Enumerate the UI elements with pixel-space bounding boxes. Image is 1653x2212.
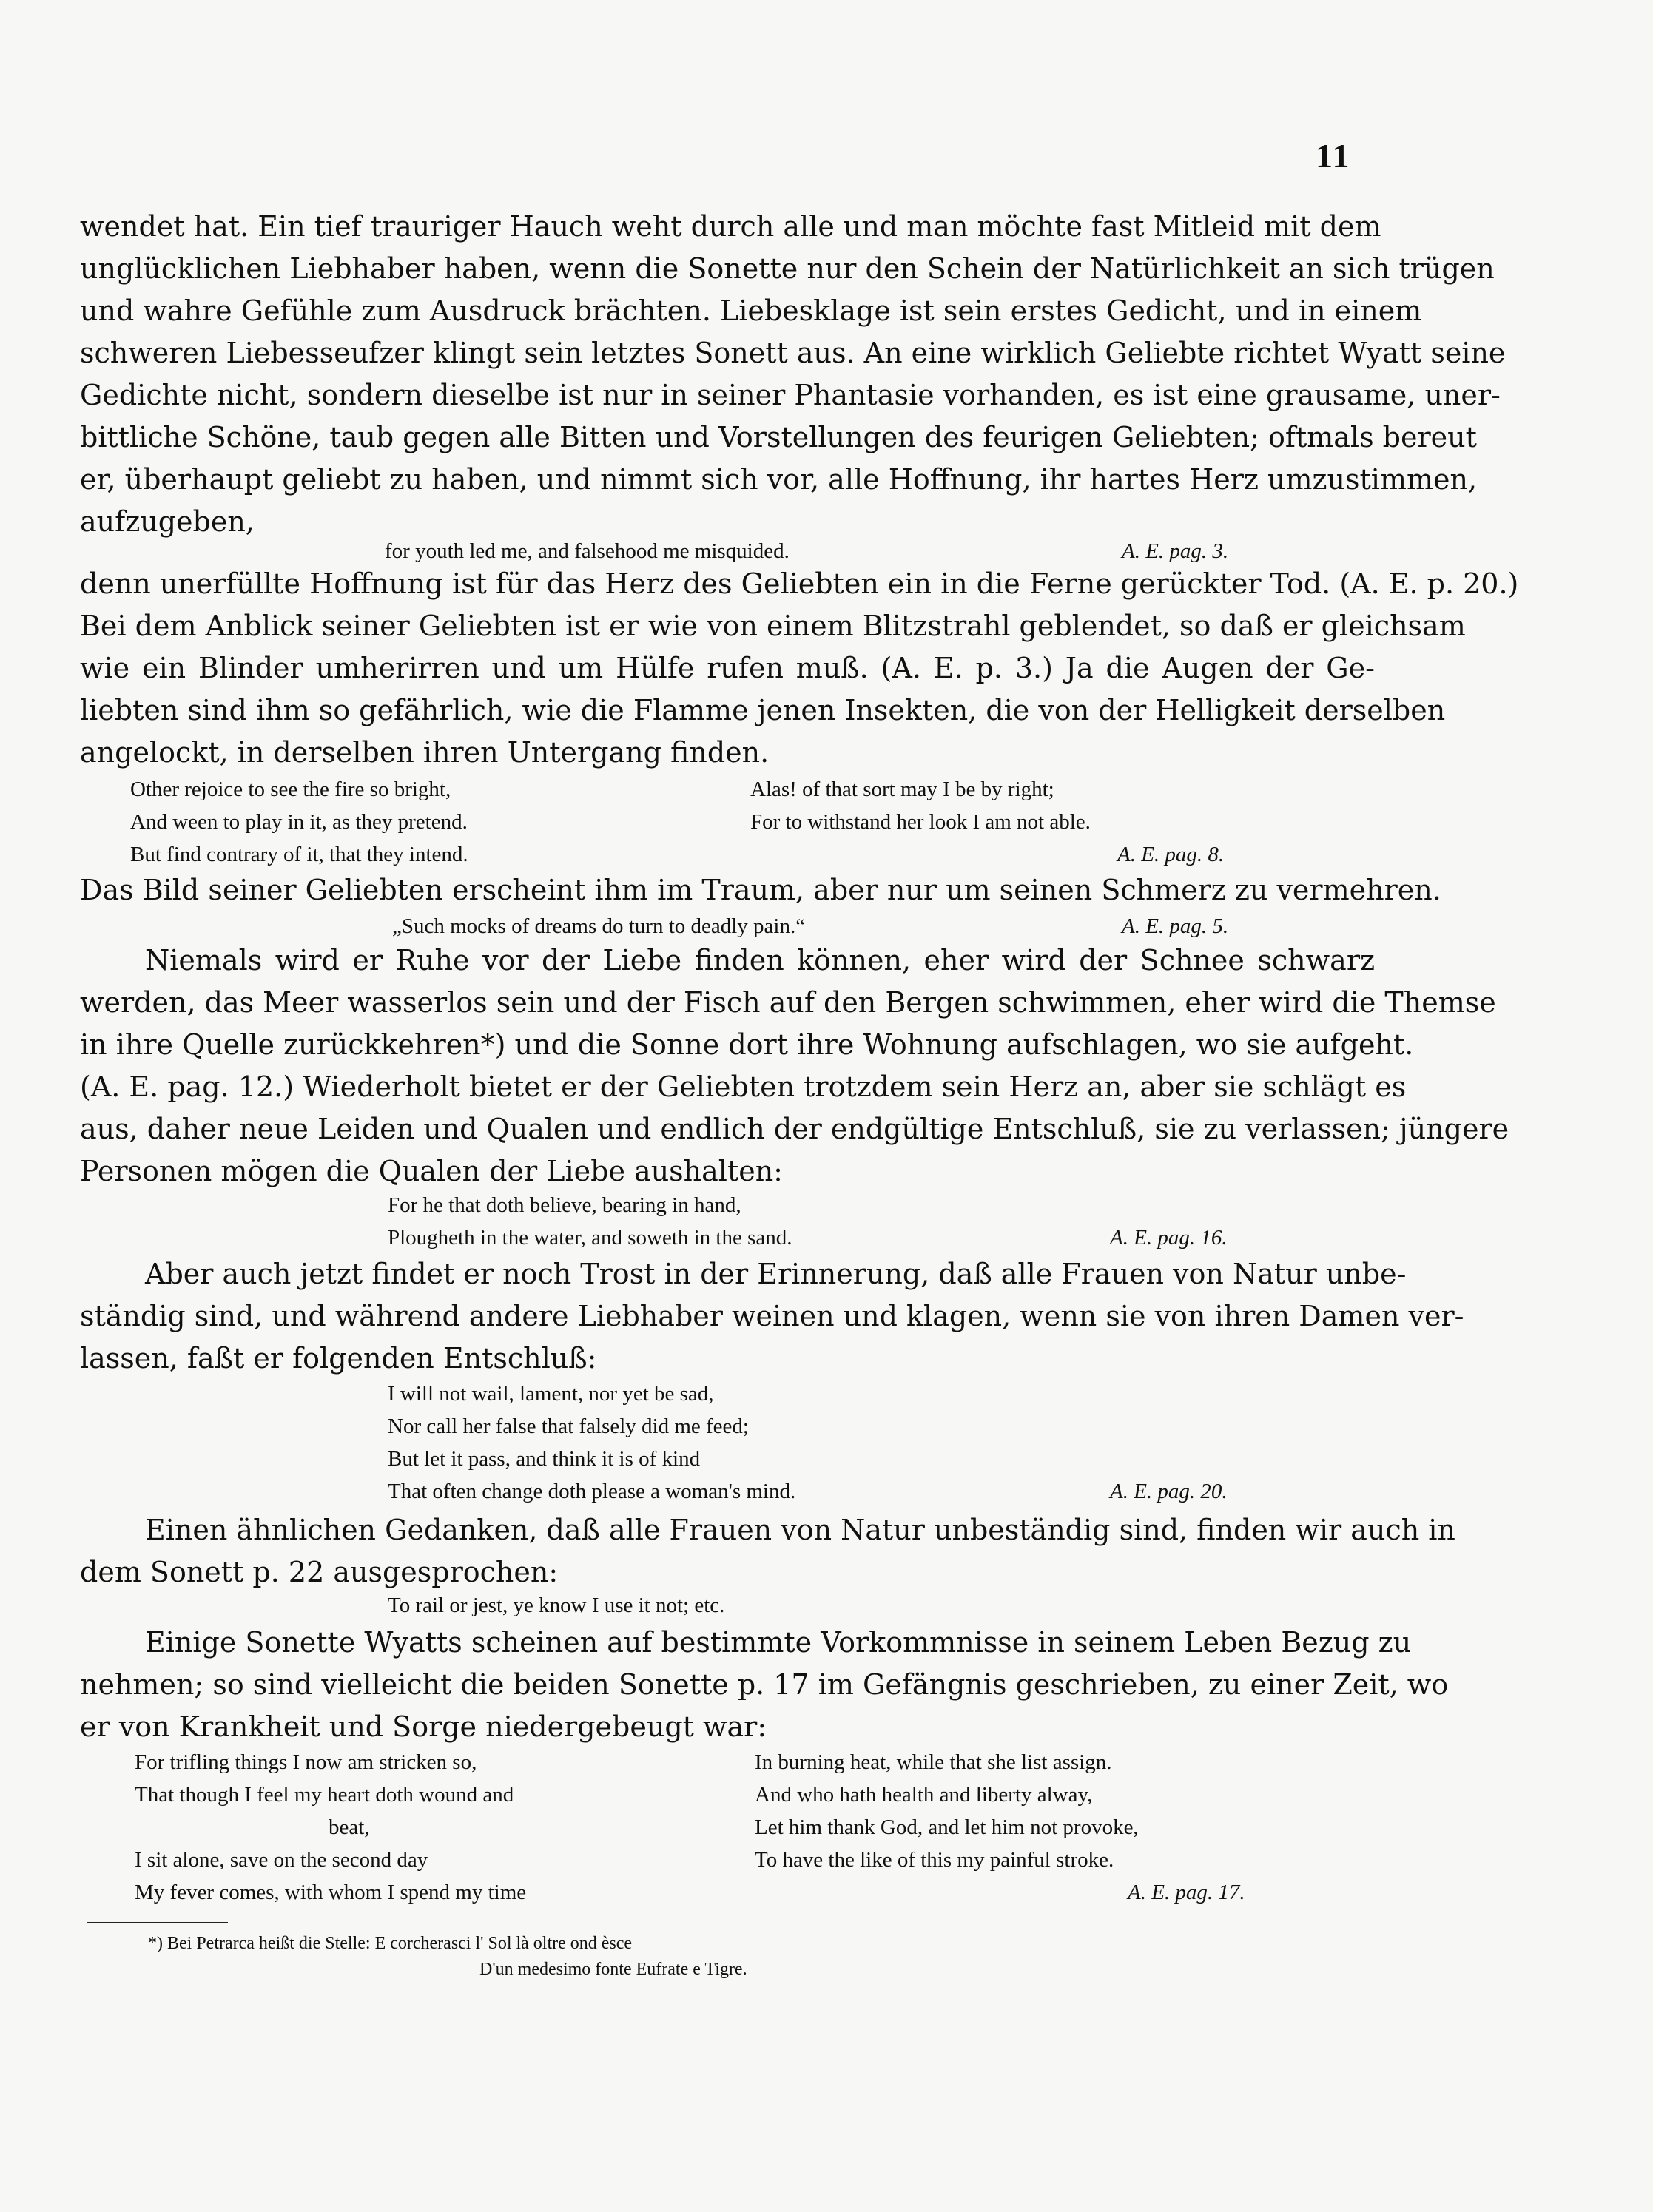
paragraph-3 (80, 869, 1441, 911)
verse-line: Plougheth in the water, and soweth in the sand. (388, 1226, 792, 1250)
text-line: Aber auch jetzt findet er noch Trost in der Erinnerung, daß alle Frauen von Natur unbe- (145, 1258, 1407, 1290)
verse-line: I sit alone, save on the second day (135, 1848, 428, 1872)
quote-7-right (755, 1746, 1139, 1876)
text-line: Niemals wird er Ruhe vor der Liebe finden können, eher wird der Schnee schwarz (145, 944, 1375, 977)
footnote-line: *) Bei Petrarca heißt die Stelle: E corcherasci l' Sol là oltre ond èsce (148, 1934, 633, 1953)
verse-line: And ween to play in it, as they pretend. (130, 810, 468, 834)
page-number: 11 (1316, 137, 1351, 175)
verse-line: My fever comes, with whom I spend my time (135, 1881, 527, 1904)
text-line: nehmen; so sind vielleicht die beiden Sonette p. 17 im Gefängnis geschrieben, zu einer Zeit, wo (80, 1668, 1449, 1701)
text-line: schweren Liebesseufzer klingt sein letztes Sonett aus. An eine wirklich Geliebte richtet Wyatt seine (80, 337, 1506, 369)
text-line: liebten sind ihm so gefährlich, wie die Flamme jenen Insekten, die von der Helligkeit derselben (80, 694, 1446, 726)
text-line: Einen ähnlichen Gedanken, daß alle Frauen von Natur unbeständig sind, finden wir auch in (145, 1514, 1455, 1546)
text-line: werden, das Meer wasserlos sein und der Fisch auf den Bergen schwimmen, eher wird die Themse (80, 986, 1496, 1019)
text-line: (A. E. pag. 12.) Wiederholt bietet er der Geliebten trotzdem sein Herz an, aber sie schlägt es (80, 1070, 1407, 1103)
verse-line: For trifling things I now am stricken so, (135, 1750, 477, 1774)
footnote (148, 1931, 747, 1983)
verse-line: I will not wail, lament, nor yet be sad, (388, 1382, 714, 1406)
verse-line: beat, (329, 1815, 370, 1839)
verse-line: Other rejoice to see the fire so bright, (130, 778, 451, 801)
verse-line: But find contrary of it, that they intend. (130, 843, 468, 866)
text-line: ständig sind, und während andere Liebhaber weinen und klagen, wenn sie von ihren Damen ver- (80, 1300, 1464, 1332)
quote-3 (392, 910, 805, 943)
quote-5 (388, 1378, 795, 1508)
quote-2-source: A. E. pag. 8. (1117, 843, 1225, 866)
verse-line: Let him thank God, and let him not provoke, (755, 1815, 1139, 1839)
verse-line: For to withstand her look I am not able. (750, 810, 1091, 834)
text-line: lassen, faßt er folgenden Entschluß: (80, 1342, 597, 1375)
text-line: er von Krankheit und Sorge niedergebeugt war: (80, 1710, 767, 1743)
quote-1-source: A. E. pag. 3. (1122, 539, 1229, 563)
quote-7-left (135, 1746, 526, 1909)
text-line: wie ein Blinder umherirren und um Hülfe rufen muß. (A. E. p. 3.) Ja die Augen der Ge- (80, 652, 1375, 684)
verse-line: That often change doth please a woman's mind. (388, 1480, 796, 1503)
quote-4 (388, 1189, 792, 1254)
text-line: bittliche Schöne, taub gegen alle Bitten und Vorstellungen des feurigen Geliebten; oftmals bereut (80, 421, 1477, 453)
text-line: Das Bild seiner Geliebten erscheint ihm im Traum, aber nur um seinen Schmerz zu vermehren. (80, 874, 1441, 906)
paragraph-7 (80, 1622, 1449, 1748)
verse-line: for youth led me, and falsehood me misquided. (385, 539, 790, 563)
paragraph-6 (80, 1509, 1455, 1594)
quote-3-source: A. E. pag. 5. (1122, 914, 1229, 938)
text-line: aufzugeben, (80, 505, 255, 538)
footnote-rule (87, 1922, 228, 1923)
text-line: er, überhaupt geliebt zu haben, und nimmt sich vor, alle Hoffnung, ihr hartes Herz umzustimmen, (80, 463, 1478, 496)
verse-line: „Such mocks of dreams do turn to deadly pain.“ (392, 914, 806, 938)
text-line: Personen mögen die Qualen der Liebe aushalten: (80, 1155, 783, 1187)
verse-line: And who hath health and liberty alway, (755, 1783, 1093, 1807)
paragraph-5 (80, 1253, 1464, 1380)
quote-2-right (750, 773, 1091, 838)
verse-line: In burning heat, while that she list assign. (755, 1750, 1112, 1774)
quote-4-source: A. E. pag. 16. (1110, 1226, 1228, 1250)
paragraph-1 (80, 206, 1506, 543)
quote-7-source: A. E. pag. 17. (1128, 1881, 1245, 1904)
text-line: und wahre Gefühle zum Ausdruck brächten. Liebesklage ist sein erstes Gedicht, und in einem (80, 294, 1422, 327)
text-line: unglücklichen Liebhaber haben, wenn die Sonette nur den Schein der Natürlichkeit an sich trügen (80, 252, 1495, 285)
verse-line: Alas! of that sort may I be by right; (750, 778, 1054, 801)
quote-6 (388, 1589, 724, 1622)
text-line: wendet hat. Ein tief trauriger Hauch weht durch alle und man möchte fast Mitleid mit dem (80, 210, 1381, 243)
quote-5-source: A. E. pag. 20. (1110, 1480, 1228, 1503)
text-line: denn unerfüllte Hoffnung ist für das Herz des Geliebten ein in die Ferne gerückter Tod. (A. E. p. 20.) (80, 567, 1519, 600)
text-line: Gedichte nicht, sondern dieselbe ist nur in seiner Phantasie vorhanden, es ist eine grausame, uner- (80, 379, 1501, 411)
paragraph-2 (80, 563, 1519, 774)
text-line: Bei dem Anblick seiner Geliebten ist er wie von einem Blitzstrahl geblendet, so daß er gleichsam (80, 610, 1466, 642)
verse-line: For he that doth believe, bearing in hand, (388, 1193, 741, 1217)
text-line: Einige Sonette Wyatts scheinen auf bestimmte Vorkommnisse in seinem Leben Bezug zu (145, 1626, 1412, 1659)
text-line: in ihre Quelle zurückkehren*) und die Sonne dort ihre Wohnung aufschlagen, wo sie aufgeht. (80, 1028, 1414, 1061)
verse-line: Nor call her false that falsely did me feed; (388, 1414, 749, 1438)
verse-line: That though I feel my heart doth wound and (135, 1783, 514, 1807)
paragraph-4 (80, 940, 1509, 1193)
quote-2-left (130, 773, 468, 871)
text-line: angelockt, in derselben ihren Untergang finden. (80, 736, 770, 769)
footnote-line: D'un medesimo fonte Eufrate e Tigre. (479, 1960, 747, 1979)
text-line: aus, daher neue Leiden und Qualen und endlich der endgültige Entschluß, sie zu verlassen; jüngere (80, 1113, 1509, 1145)
verse-line: To rail or jest, ye know I use it not; etc. (388, 1594, 725, 1617)
verse-line: To have the like of this my painful stroke. (755, 1848, 1114, 1872)
verse-line: But let it pass, and think it is of kind (388, 1447, 701, 1471)
text-line: dem Sonett p. 22 ausgesprochen: (80, 1556, 559, 1588)
